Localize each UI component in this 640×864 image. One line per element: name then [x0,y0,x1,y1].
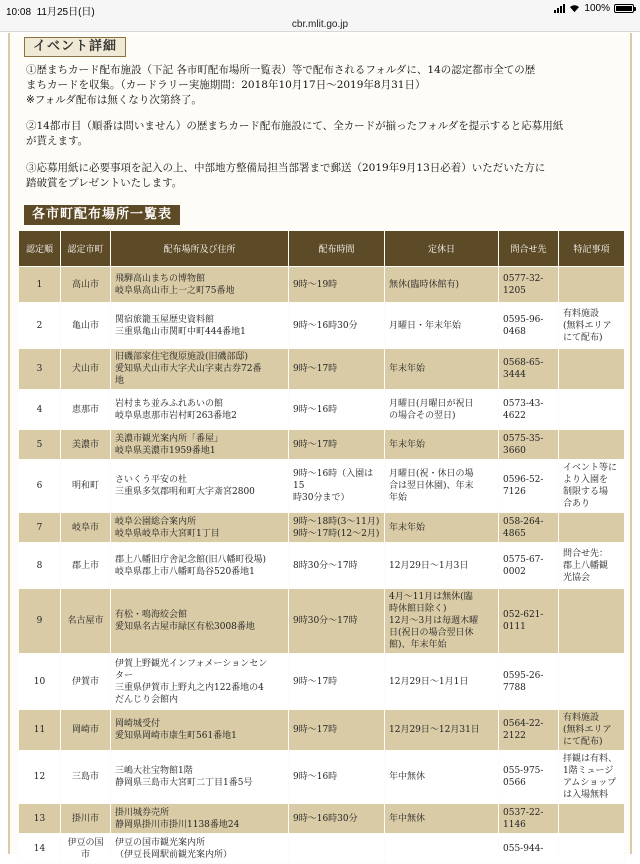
cell-contact: 0596-52- 7126 [499,460,559,513]
cell-order: 9 [19,589,61,654]
cell-contact: 0564-22- 2122 [499,710,559,751]
cell-closed: 年末年始 [385,349,499,390]
cell-notes: イベント等に より入園を 制限する場 合あり [559,460,625,513]
cell-closed: 年中無休 [385,751,499,804]
status-bar [0,0,640,18]
cell-place: 旧磯部家住宅復原施設(旧磯部邸) 愛知県犬山市大字犬山字東古券72番 地 [111,349,289,390]
cell-hours: 9時～17時 [289,430,385,460]
cell-city: 三島市 [61,751,111,804]
cell-hours: 9時～16時30分 [289,804,385,834]
cell-closed: 12月29日～1月3日 [385,543,499,589]
table-heading: 各市町配布場所一覧表 [24,205,180,225]
cell-city: 高山市 [61,267,111,303]
table-row [19,513,625,543]
col-header-contact: 問合せ先 [499,231,559,267]
cell-closed: 年末年始 [385,430,499,460]
table-row [19,804,625,834]
cell-city: 美濃市 [61,430,111,460]
cell-place: 三嶋大社宝物館1階 静岡県三島市大宮町二丁目1番5号 [111,751,289,804]
cell-city: 岐阜市 [61,513,111,543]
cell-notes: 有料施設 (無料エリア にて配布) [559,303,625,349]
table-row [19,303,625,349]
cell-order: 3 [19,349,61,390]
battery-percent: 100% [584,3,610,14]
cell-place: 岐阜公園総合案内所 岐阜県岐阜市大宮町1丁目 [111,513,289,543]
cell-notes [559,349,625,390]
cell-notes [559,804,625,834]
cell-hours: 9時～17時 [289,654,385,710]
col-header-notes: 特記事項 [559,231,625,267]
cell-notes [559,589,625,654]
event-item-3: ③応募用紙に必要事項を記入の上、中部地方整備局担当部署まで郵送（2019年9月13日必着）いただいた方に 踏破賞をプレゼントいたします。 [26,162,546,189]
event-item-2: ②14都市目（順番は問いません）の歴まちカード配布施設にて、全カードが揃ったフォルダを提示すると応募用紙 が貰えます。 [26,120,564,147]
table-row [19,543,625,589]
cell-hours: 9時30分～17時 [289,589,385,654]
cell-hours: 9時～18時(3～11月) 9時～17時(12～2月) [289,513,385,543]
cell-contact: 052-621- 0111 [499,589,559,654]
table-body [19,267,625,864]
cell-city: 名古屋市 [61,589,111,654]
cell-contact: 058-264- 4865 [499,513,559,543]
cell-contact: 0568-65- 3444 [499,349,559,390]
cell-closed: 月曜日(月曜日が祝日 の場合その翌日) [385,390,499,430]
cell-city: 郡上市 [61,543,111,589]
address-bar[interactable] [0,18,640,32]
cell-place: 美濃市観光案内所「番屋」 岐阜県美濃市1959番地1 [111,430,289,460]
cell-hours: 8時30分～17時 [289,543,385,589]
table-row [19,349,625,390]
cell-order: 10 [19,654,61,710]
cell-city: 伊賀市 [61,654,111,710]
cell-place: 関宿旅籠玉屋歴史資料館 三重県亀山市関町中町444番地1 [111,303,289,349]
cell-city: 恵那市 [61,390,111,430]
cell-city: 岡崎市 [61,710,111,751]
cell-order: 7 [19,513,61,543]
cell-contact: 0575-67- 0002 [499,543,559,589]
cell-notes [559,513,625,543]
cell-hours [289,834,385,864]
cell-hours: 9時～16時 [289,390,385,430]
cell-place: 飛騨高山まちの博物館 岐阜県高山市上一之町75番地 [111,267,289,303]
cell-notes: 拝観は有料、 1階ミュージ アムショップ は入場無料 [559,751,625,804]
cell-city: 明和町 [61,460,111,513]
distribution-table [18,230,625,864]
table-row [19,430,625,460]
event-heading: イベント詳細 [24,37,126,57]
cell-order: 1 [19,267,61,303]
cell-city: 伊豆の国市 [61,834,111,864]
cell-notes [559,430,625,460]
cell-order: 14 [19,834,61,864]
cell-contact: 0575-35- 3660 [499,430,559,460]
cell-contact: 055-944- [499,834,559,864]
table-row [19,654,625,710]
table-row [19,390,625,430]
cell-hours: 9時～19時 [289,267,385,303]
cell-order: 8 [19,543,61,589]
cell-closed: 4月～11月は無休(臨 時休館日除く) 12月～3月は毎週木曜 日(祝日の場合翌日休 館)、年末年始 [385,589,499,654]
col-header-order: 認定順 [19,231,61,267]
cell-city: 犬山市 [61,349,111,390]
table-row [19,589,625,654]
cell-closed: 12月29日～12月31日 [385,710,499,751]
cell-contact: 0573-43- 4622 [499,390,559,430]
cell-notes [559,834,625,864]
cell-place: 伊豆の国市観光案内所 （伊豆長岡駅前観光案内所） [111,834,289,864]
table-row [19,267,625,303]
cell-order: 11 [19,710,61,751]
cell-closed: 12月29日～1月1日 [385,654,499,710]
cell-hours: 9時～16時（入園は15 時30分まで） [289,460,385,513]
url-text: cbr.mlit.go.jp [291,19,349,30]
col-header-city: 認定市町 [61,231,111,267]
cell-notes [559,267,625,303]
cell-closed: 無休(臨時休館有) [385,267,499,303]
cell-place: 岡崎城受付 愛知県岡崎市康生町561番地1 [111,710,289,751]
cell-notes [559,654,625,710]
col-header-place: 配布場所及び住所 [111,231,289,267]
cell-contact: 0577-32- 1205 [499,267,559,303]
event-item-1: ①歴まちカード配布施設（下記 各市町配布場所一覧表）等で配布されるフォルダに、14の認定都市全ての歴 まちカードを収集。（カードラリー実施期間：2018年10月17日～2019年8月31日） ※フォルダ配布は無くなり次第終了。 [26,64,536,106]
status-indicators [554,3,634,14]
cell-city: 掛川市 [61,804,111,834]
cell-place: 伊賀上野観光インフォメーションセン ター 三重県伊賀市上野丸之内122番地の4 だんじり会館内 [111,654,289,710]
cell-closed: 年末年始 [385,513,499,543]
cell-place: 郡上八幡旧庁舎記念館(旧八幡町役場) 岐阜県郡上市八幡町島谷520番地1 [111,543,289,589]
cell-contact: 055-975- 0566 [499,751,559,804]
cell-order: 5 [19,430,61,460]
wifi-icon [569,4,580,13]
cell-contact: 0595-96- 0468 [499,303,559,349]
cell-closed: 月曜日(祝・休日の場 合は翌日休園)、年末 年始 [385,460,499,513]
status-time: 10:08 11月25日(日) [6,7,95,18]
cell-notes: 問合せ先： 郡上八幡観 光協会 [559,543,625,589]
col-header-hours: 配布時間 [289,231,385,267]
cell-place: さいくう平安の杜 三重県多気郡明和町大字斎宮2800 [111,460,289,513]
cell-hours: 9時～17時 [289,710,385,751]
table-header-row [19,231,625,267]
cell-place: 掛川城券売所 静岡県掛川市掛川1138番地24 [111,804,289,834]
cell-order: 4 [19,390,61,430]
cell-closed: 月曜日・年末年始 [385,303,499,349]
cell-contact: 0537-22- 1146 [499,804,559,834]
cell-order: 6 [19,460,61,513]
cell-order: 13 [19,804,61,834]
cell-closed: 年中無休 [385,804,499,834]
cell-hours: 9時～16時 [289,751,385,804]
cell-order: 2 [19,303,61,349]
col-header-closed: 定休日 [385,231,499,267]
cell-hours: 9時～17時 [289,349,385,390]
cell-hours: 9時～16時30分 [289,303,385,349]
cell-closed [385,834,499,864]
page-content [8,33,632,860]
table-row [19,460,625,513]
battery-icon [614,4,634,13]
cell-order: 12 [19,751,61,804]
cell-notes: 有料施設 (無料エリア にて配布) [559,710,625,751]
table-row [19,710,625,751]
cell-city: 亀山市 [61,303,111,349]
table-row [19,751,625,804]
cell-contact: 0595-26- 7788 [499,654,559,710]
signal-icon [554,4,565,13]
cell-notes [559,390,625,430]
cell-place: 有松・鳴海絞会館 愛知県名古屋市緑区有松3008番地 [111,589,289,654]
table-row [19,834,625,864]
cell-place: 岩村まち並みふれあいの館 岐阜県恵那市岩村町263番地2 [111,390,289,430]
